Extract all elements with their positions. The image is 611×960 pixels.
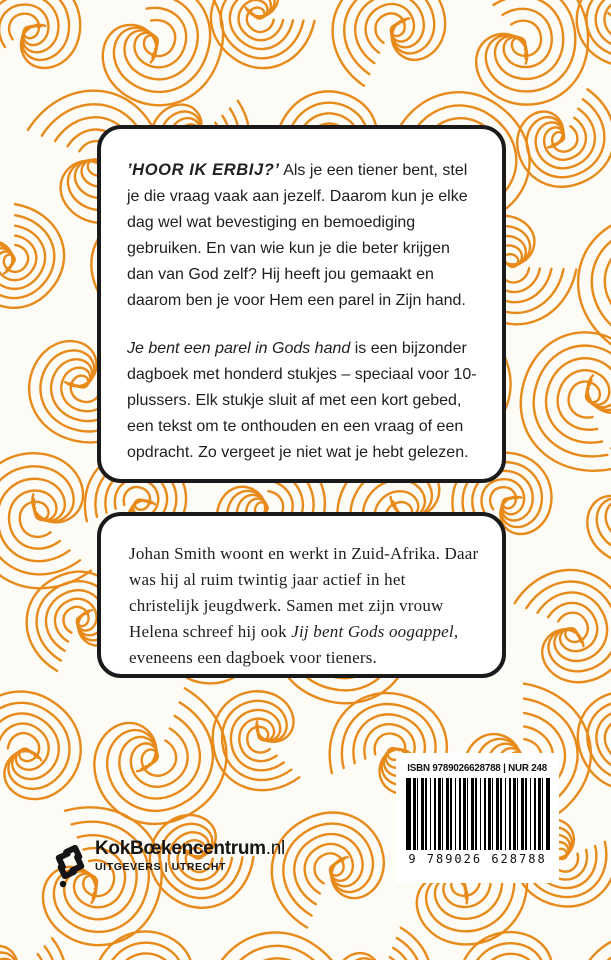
related-book-title-italic: Jij bent Gods oogappel [291,622,454,641]
publisher-logo [52,839,285,889]
publisher-name [95,839,285,859]
isbn-nur-label: ISBN 9789026628788 | NUR 248 [407,762,548,774]
publisher-name-text: KokBœkencentrum [95,838,266,859]
author-bio-text-before: Johan Smith woont en werkt in Zuid-Afrika. Daar was hij al ruim twintig jaar actief in het christelijk jeugdwerk. Samen met zijn vrouw Helena schreef hij ook [129,544,479,641]
blurb-paragraph-2-text: is een bijzonder dagboek met honderd stukjes – speciaal voor 10-plussers. Elk stukje sluit af met een kort gebed, een tekst om te onthouden en een vraag of een opdracht. Zo vergeet je niet wat je hebt gelezen. [127,340,477,461]
blurb-box [97,125,506,483]
publisher-domain-text: .nl [265,838,285,859]
publisher-mark-icon [52,841,88,889]
blurb-paragraph-1 [127,157,480,314]
author-bio-paragraph [129,541,480,671]
book-title-italic: Je bent een parel in Gods hand [127,340,351,357]
author-bio-box [97,512,506,678]
publisher-text [95,839,285,873]
blurb-paragraph-2 [127,336,480,466]
blurb-paragraph-1-text: Als je een tiener bent, stel je die vraag vaak aan jezelf. Daarom kun je elke dag wel wat bevestiging en bemoediging gebruiken. En van wie kun je die beter krijgen dan van God zelf? Hij heeft jou gemaakt en daarom ben je voor Hem een parel in Zijn hand. [127,162,468,309]
blurb-heading: ’HOOR IK ERBIJ?’ [127,161,280,179]
author-bio-text-after: , eveneens een dagboek voor tieners. [129,622,459,667]
barcode-bars [406,778,550,850]
publisher-tagline: UITGEVERS | UTRECHT [95,861,227,873]
barcode-block [396,753,559,883]
barcode-number: 9 789026 628788 [408,852,547,866]
